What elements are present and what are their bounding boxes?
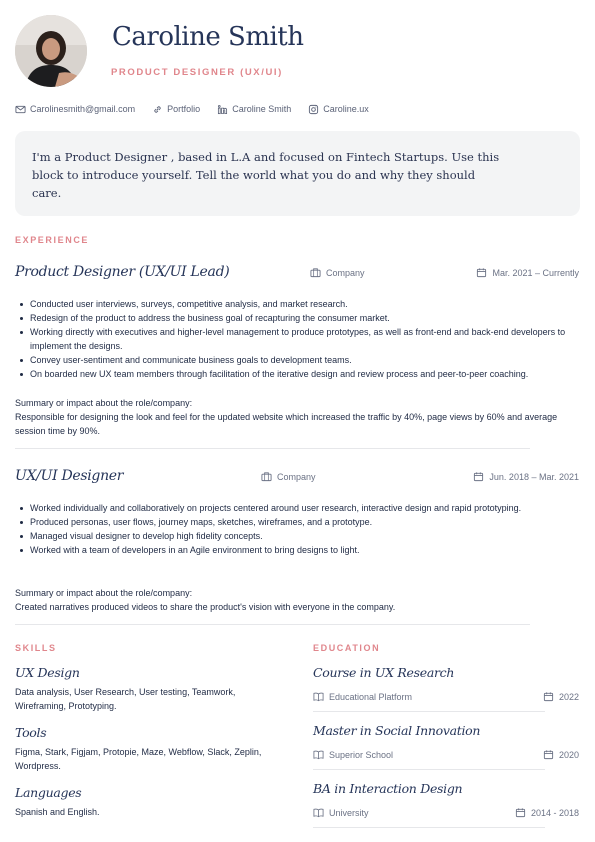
job-company-label: Company <box>326 267 365 278</box>
skill-group-title: UX Design <box>15 665 80 680</box>
divider <box>15 624 530 625</box>
job-title: UX/UI Designer <box>15 468 124 484</box>
job-bullets <box>15 501 585 557</box>
education-title: Master in Social Innovation <box>313 723 481 738</box>
education-year <box>543 691 579 702</box>
calendar-icon <box>473 471 484 482</box>
contact-instagram[interactable] <box>308 104 369 115</box>
book-icon <box>313 749 324 760</box>
job-summary <box>15 396 580 438</box>
list-item: Redesign of the product to address the business goal of recapturing the consumer market. <box>15 311 585 325</box>
link-icon <box>152 104 163 115</box>
avatar-photo <box>15 15 87 87</box>
job-summary-text: Responsible for designing the look and feel for the updated website which increased the traffic by 40%, page views by 60% and average session time by 90%. <box>15 412 558 436</box>
education-school-label: Superior School <box>329 749 394 760</box>
book-icon <box>313 807 324 818</box>
briefcase-icon <box>261 471 272 482</box>
job-bullets <box>15 297 585 381</box>
divider <box>313 711 545 712</box>
divider <box>15 448 530 449</box>
contact-linkedin-label: Caroline Smith <box>232 104 292 114</box>
calendar-icon <box>515 807 526 818</box>
education-year-label: 2022 <box>558 691 579 702</box>
avatar <box>15 15 87 87</box>
list-item: On boarded new UX team members through facilitation of the iterative design and review process and peer-to-peer coaching. <box>15 367 585 381</box>
education-heading: EDUCATION <box>313 643 381 653</box>
education-school <box>313 691 412 702</box>
job-summary-label: Summary or impact about the role/company: <box>15 398 193 408</box>
skill-group-title: Tools <box>15 725 47 740</box>
contact-linkedin[interactable] <box>217 104 291 115</box>
list-item: Worked with a team of developers in an Agile environment to bring designs to light. <box>15 543 585 557</box>
education-title: BA in Interaction Design <box>313 781 463 796</box>
job-dates <box>473 471 579 482</box>
skill-group-text: Spanish and English. <box>15 807 100 817</box>
skill-group-text: Data analysis, User Research, User testing, Teamwork, Wireframing, Prototyping. <box>15 687 236 711</box>
education-year-label: 2020 <box>558 749 579 760</box>
candidate-name: Caroline Smith <box>112 22 304 52</box>
list-item: Managed visual designer to develop high fidelity concepts. <box>15 529 585 543</box>
education-school <box>313 807 369 818</box>
job-dates <box>476 267 579 278</box>
instagram-icon <box>308 104 319 115</box>
divider <box>313 769 545 770</box>
education-school <box>313 749 393 760</box>
calendar-icon <box>476 267 487 278</box>
linkedin-icon <box>217 104 228 115</box>
skills-heading: SKILLS <box>15 643 57 653</box>
list-item: Convey user-sentiment and communicate business goals to development teams. <box>15 353 585 367</box>
calendar-icon <box>543 691 554 702</box>
about-card <box>15 131 580 216</box>
job-summary-text: Created narratives produced videos to share the product's vision with everyone in the company. <box>15 602 396 612</box>
list-item: Produced personas, user flows, journey maps, sketches, wireframes, and a prototype. <box>15 515 585 529</box>
skill-group-title: Languages <box>15 785 82 800</box>
job-title: Product Designer (UX/UI Lead) <box>15 264 230 280</box>
list-item: Conducted user interviews, surveys, competitive analysis, and market research. <box>15 297 585 311</box>
job-company <box>310 267 365 278</box>
job-summary <box>15 586 580 614</box>
education-school-label: Educational Platform <box>329 691 413 702</box>
job-company <box>261 471 316 482</box>
skill-group-text: Figma, Stark, Figjam, Protopie, Maze, Webflow, Slack, Zeplin, Wordpress. <box>15 747 262 771</box>
briefcase-icon <box>310 267 321 278</box>
contact-portfolio-label: Portfolio <box>167 104 201 114</box>
job-dates-label: Jun. 2018 – Mar. 2021 <box>489 471 579 482</box>
contact-instagram-label: Caroline.ux <box>323 104 369 114</box>
education-year <box>515 807 579 818</box>
contact-email-label: Carolinesmith@gmail.com <box>30 104 136 114</box>
divider <box>313 827 545 828</box>
list-item: Working directly with executives and higher-level management to produce prototypes, as well as front-end and back-end developers to implement the designs. <box>15 325 585 353</box>
job-summary-label: Summary or impact about the role/company: <box>15 588 193 598</box>
list-item: Worked individually and collaboratively on projects centered around user research, interactive design and rapid prototyping. <box>15 501 585 515</box>
calendar-icon <box>543 749 554 760</box>
education-year <box>543 749 579 760</box>
contact-email[interactable] <box>15 104 135 115</box>
about-text: I'm a Product Designer , based in L.A and focused on Fintech Startups. Use this block to introduce yourself. Tell the world what you do and why they should care. <box>32 150 500 200</box>
education-school-label: University <box>329 807 369 818</box>
mail-icon <box>15 104 26 115</box>
contact-row <box>15 102 386 116</box>
candidate-role: PRODUCT DESIGNER (UX/UI) <box>111 67 283 78</box>
experience-heading: EXPERIENCE <box>15 235 90 245</box>
job-company-label: Company <box>277 471 316 482</box>
education-title: Course in UX Research <box>313 665 455 680</box>
education-year-label: 2014 - 2018 <box>530 807 579 818</box>
job-dates-label: Mar. 2021 – Currently <box>492 267 579 278</box>
book-icon <box>313 691 324 702</box>
contact-portfolio[interactable] <box>152 104 200 115</box>
